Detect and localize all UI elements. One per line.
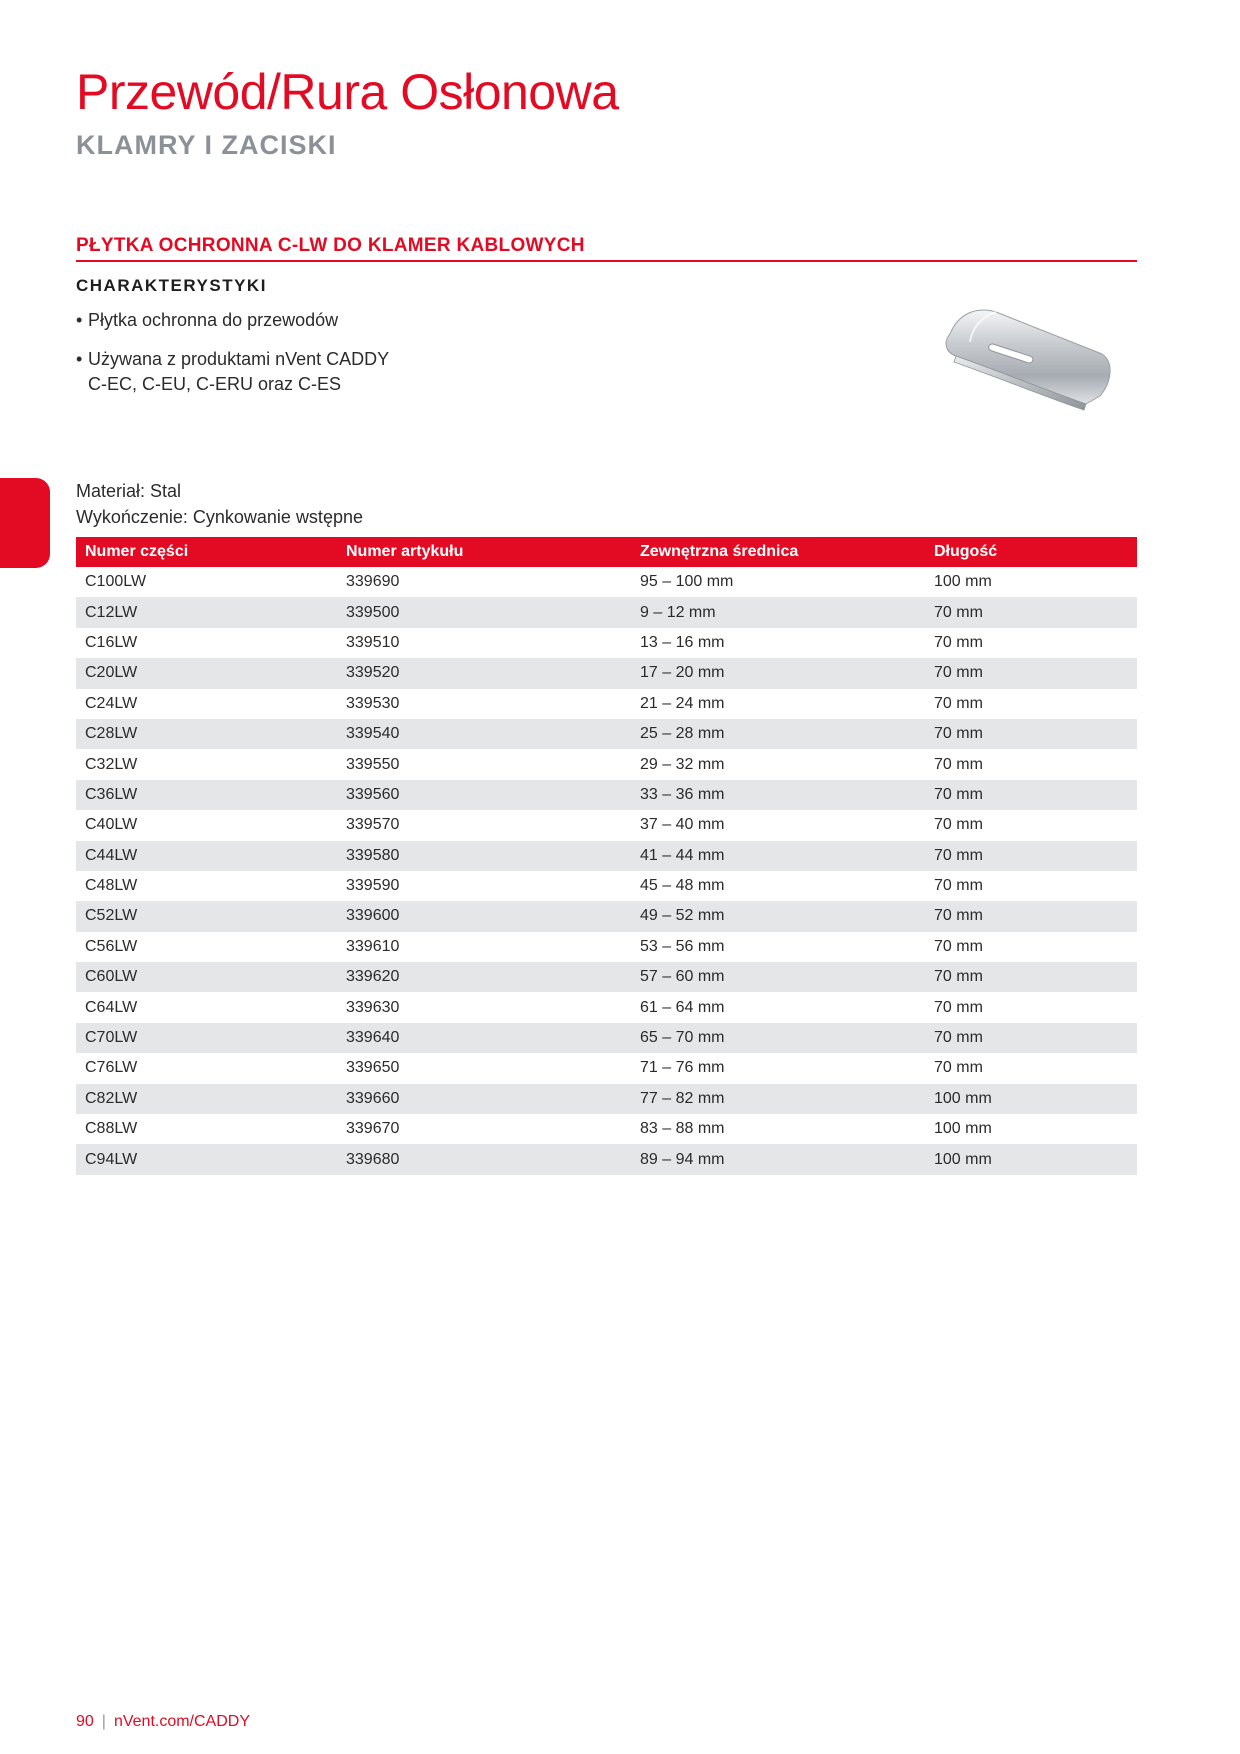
cell-length: 70 mm (934, 816, 983, 834)
page-title: Przewód/Rura Osłonowa (76, 64, 619, 120)
cell-article-number: 339580 (337, 841, 631, 871)
column-header-part-number: Numer części (76, 537, 337, 567)
bullet-glyph: • (76, 349, 83, 369)
cell-article-number: 339560 (337, 780, 631, 810)
cell-part-number: C52LW (76, 901, 337, 931)
cell-article-number: 339550 (346, 755, 400, 773)
cell-article-number: 339540 (337, 719, 631, 749)
cell-outer-diameter: 9 – 12 mm (631, 597, 925, 627)
cell-part-number: C82LW (76, 1084, 337, 1114)
cell-length: 100 mm (934, 573, 992, 591)
cell-article-number: 339630 (346, 998, 400, 1016)
material-specs (76, 478, 363, 530)
cell-article-number: 339660 (337, 1084, 631, 1114)
cell-outer-diameter: 33 – 36 mm (631, 780, 925, 810)
cell-length: 70 mm (925, 658, 1137, 688)
cell-outer-diameter: 21 – 24 mm (640, 694, 725, 712)
column-header-outer-diameter: Zewnętrzna średnica (631, 537, 925, 567)
cell-article-number: 339520 (337, 658, 631, 688)
product-section-title: PŁYTKA OCHRONNA C-LW DO KLAMER KABLOWYCH (76, 235, 585, 256)
cell-length: 70 mm (934, 937, 983, 955)
cell-article-number: 339640 (337, 1023, 631, 1053)
table-row (76, 628, 1137, 658)
table-body (76, 567, 1137, 1175)
page-subtitle: KLAMRY I ZACISKI (76, 130, 337, 160)
section-side-tab (0, 478, 50, 568)
cell-part-number: C24LW (85, 694, 138, 712)
cell-part-number: C40LW (85, 816, 138, 834)
cell-part-number: C88LW (85, 1120, 138, 1138)
cell-part-number: C94LW (76, 1144, 337, 1174)
cell-length: 70 mm (925, 962, 1137, 992)
cell-length: 70 mm (925, 780, 1137, 810)
footer-url[interactable]: nVent.com/CADDY (113, 1713, 251, 1730)
cell-part-number: C60LW (76, 962, 337, 992)
cell-length: 70 mm (934, 877, 983, 895)
cell-part-number: C12LW (76, 597, 337, 627)
cell-length: 70 mm (934, 998, 983, 1016)
feature-item (76, 347, 396, 397)
table-row (76, 992, 1137, 1022)
table-row (76, 1144, 1137, 1174)
cell-length: 70 mm (925, 841, 1137, 871)
cell-outer-diameter: 61 – 64 mm (640, 998, 725, 1016)
cell-part-number: C76LW (85, 1059, 138, 1077)
features-heading: CHARAKTERYSTYKI (76, 276, 267, 295)
parts-table (76, 537, 1137, 1175)
cell-outer-diameter: 57 – 60 mm (631, 962, 925, 992)
cell-article-number: 339610 (346, 937, 400, 955)
cell-article-number: 339670 (346, 1120, 400, 1138)
cell-part-number: C44LW (76, 841, 337, 871)
cell-part-number: C48LW (85, 877, 138, 895)
page-number: 90 (76, 1713, 94, 1730)
cell-outer-diameter: 45 – 48 mm (640, 877, 725, 895)
column-header-article-number: Numer artykułu (337, 537, 631, 567)
cell-outer-diameter: 83 – 88 mm (640, 1120, 725, 1138)
cell-outer-diameter: 65 – 70 mm (631, 1023, 925, 1053)
table-row (76, 749, 1137, 779)
cell-length: 70 mm (925, 901, 1137, 931)
cell-outer-diameter: 53 – 56 mm (640, 937, 725, 955)
table-row (76, 780, 1137, 810)
table-row (76, 810, 1137, 840)
cell-article-number: 339690 (346, 573, 400, 591)
table-row (76, 689, 1137, 719)
product-image (936, 300, 1116, 420)
cell-outer-diameter: 17 – 20 mm (631, 658, 925, 688)
cell-part-number: C70LW (76, 1023, 337, 1053)
cell-article-number: 339570 (346, 816, 400, 834)
material-text: Materiał: Stal (76, 481, 182, 501)
cell-article-number: 339510 (346, 633, 400, 651)
cell-outer-diameter: 49 – 52 mm (631, 901, 925, 931)
table-row (76, 841, 1137, 871)
cell-length: 70 mm (925, 719, 1137, 749)
cell-outer-diameter: 77 – 82 mm (631, 1084, 925, 1114)
cell-part-number: C64LW (85, 998, 138, 1016)
table-row (76, 1053, 1137, 1083)
table-row (76, 901, 1137, 931)
cell-outer-diameter: 95 – 100 mm (640, 573, 734, 591)
cell-outer-diameter: 37 – 40 mm (640, 816, 725, 834)
table-row (76, 567, 1137, 597)
table-row (76, 932, 1137, 962)
cell-length: 70 mm (934, 755, 983, 773)
cell-length: 70 mm (934, 633, 983, 651)
features-list (76, 308, 396, 411)
table-row (76, 1084, 1137, 1114)
cell-article-number: 339680 (337, 1144, 631, 1174)
feature-text: Używana z produktami nVent CADDY C-EC, C-EU, C-ERU oraz C-ES (88, 349, 389, 394)
cell-article-number: 339530 (346, 694, 400, 712)
cell-length: 100 mm (925, 1144, 1137, 1174)
cell-outer-diameter: 13 – 16 mm (640, 633, 725, 651)
cell-length: 70 mm (925, 597, 1137, 627)
cell-article-number: 339590 (346, 877, 400, 895)
cell-article-number: 339500 (337, 597, 631, 627)
cell-outer-diameter: 41 – 44 mm (631, 841, 925, 871)
finish-text: Wykończenie: Cynkowanie wstępne (76, 507, 363, 527)
cell-part-number: C16LW (85, 633, 138, 651)
cell-length: 70 mm (934, 694, 983, 712)
cell-article-number: 339650 (346, 1059, 400, 1077)
cell-outer-diameter: 29 – 32 mm (640, 755, 725, 773)
cell-part-number: C28LW (76, 719, 337, 749)
column-header-length: Długość (925, 537, 1137, 567)
table-row (76, 1114, 1137, 1144)
footer-separator: | (101, 1713, 106, 1730)
table-row (76, 597, 1137, 627)
cell-part-number: C20LW (76, 658, 337, 688)
cell-part-number: C32LW (85, 755, 138, 773)
cell-length: 70 mm (934, 1059, 983, 1077)
cell-article-number: 339620 (337, 962, 631, 992)
cell-part-number: C100LW (85, 573, 147, 591)
cell-outer-diameter: 89 – 94 mm (631, 1144, 925, 1174)
cell-outer-diameter: 71 – 76 mm (640, 1059, 725, 1077)
cell-length: 70 mm (925, 1023, 1137, 1053)
section-divider (76, 260, 1137, 262)
cell-article-number: 339600 (337, 901, 631, 931)
table-row (76, 719, 1137, 749)
cell-length: 100 mm (925, 1084, 1137, 1114)
table-row (76, 871, 1137, 901)
page-footer (76, 1712, 250, 1732)
cell-outer-diameter: 25 – 28 mm (631, 719, 925, 749)
table-row (76, 962, 1137, 992)
cell-part-number: C36LW (76, 780, 337, 810)
cell-part-number: C56LW (85, 937, 138, 955)
table-header-row (76, 537, 1137, 567)
table-row (76, 658, 1137, 688)
feature-item (76, 308, 396, 333)
cell-length: 100 mm (934, 1120, 992, 1138)
feature-text: Płytka ochronna do przewodów (88, 310, 339, 330)
table-row (76, 1023, 1137, 1053)
bullet-glyph: • (76, 310, 83, 330)
